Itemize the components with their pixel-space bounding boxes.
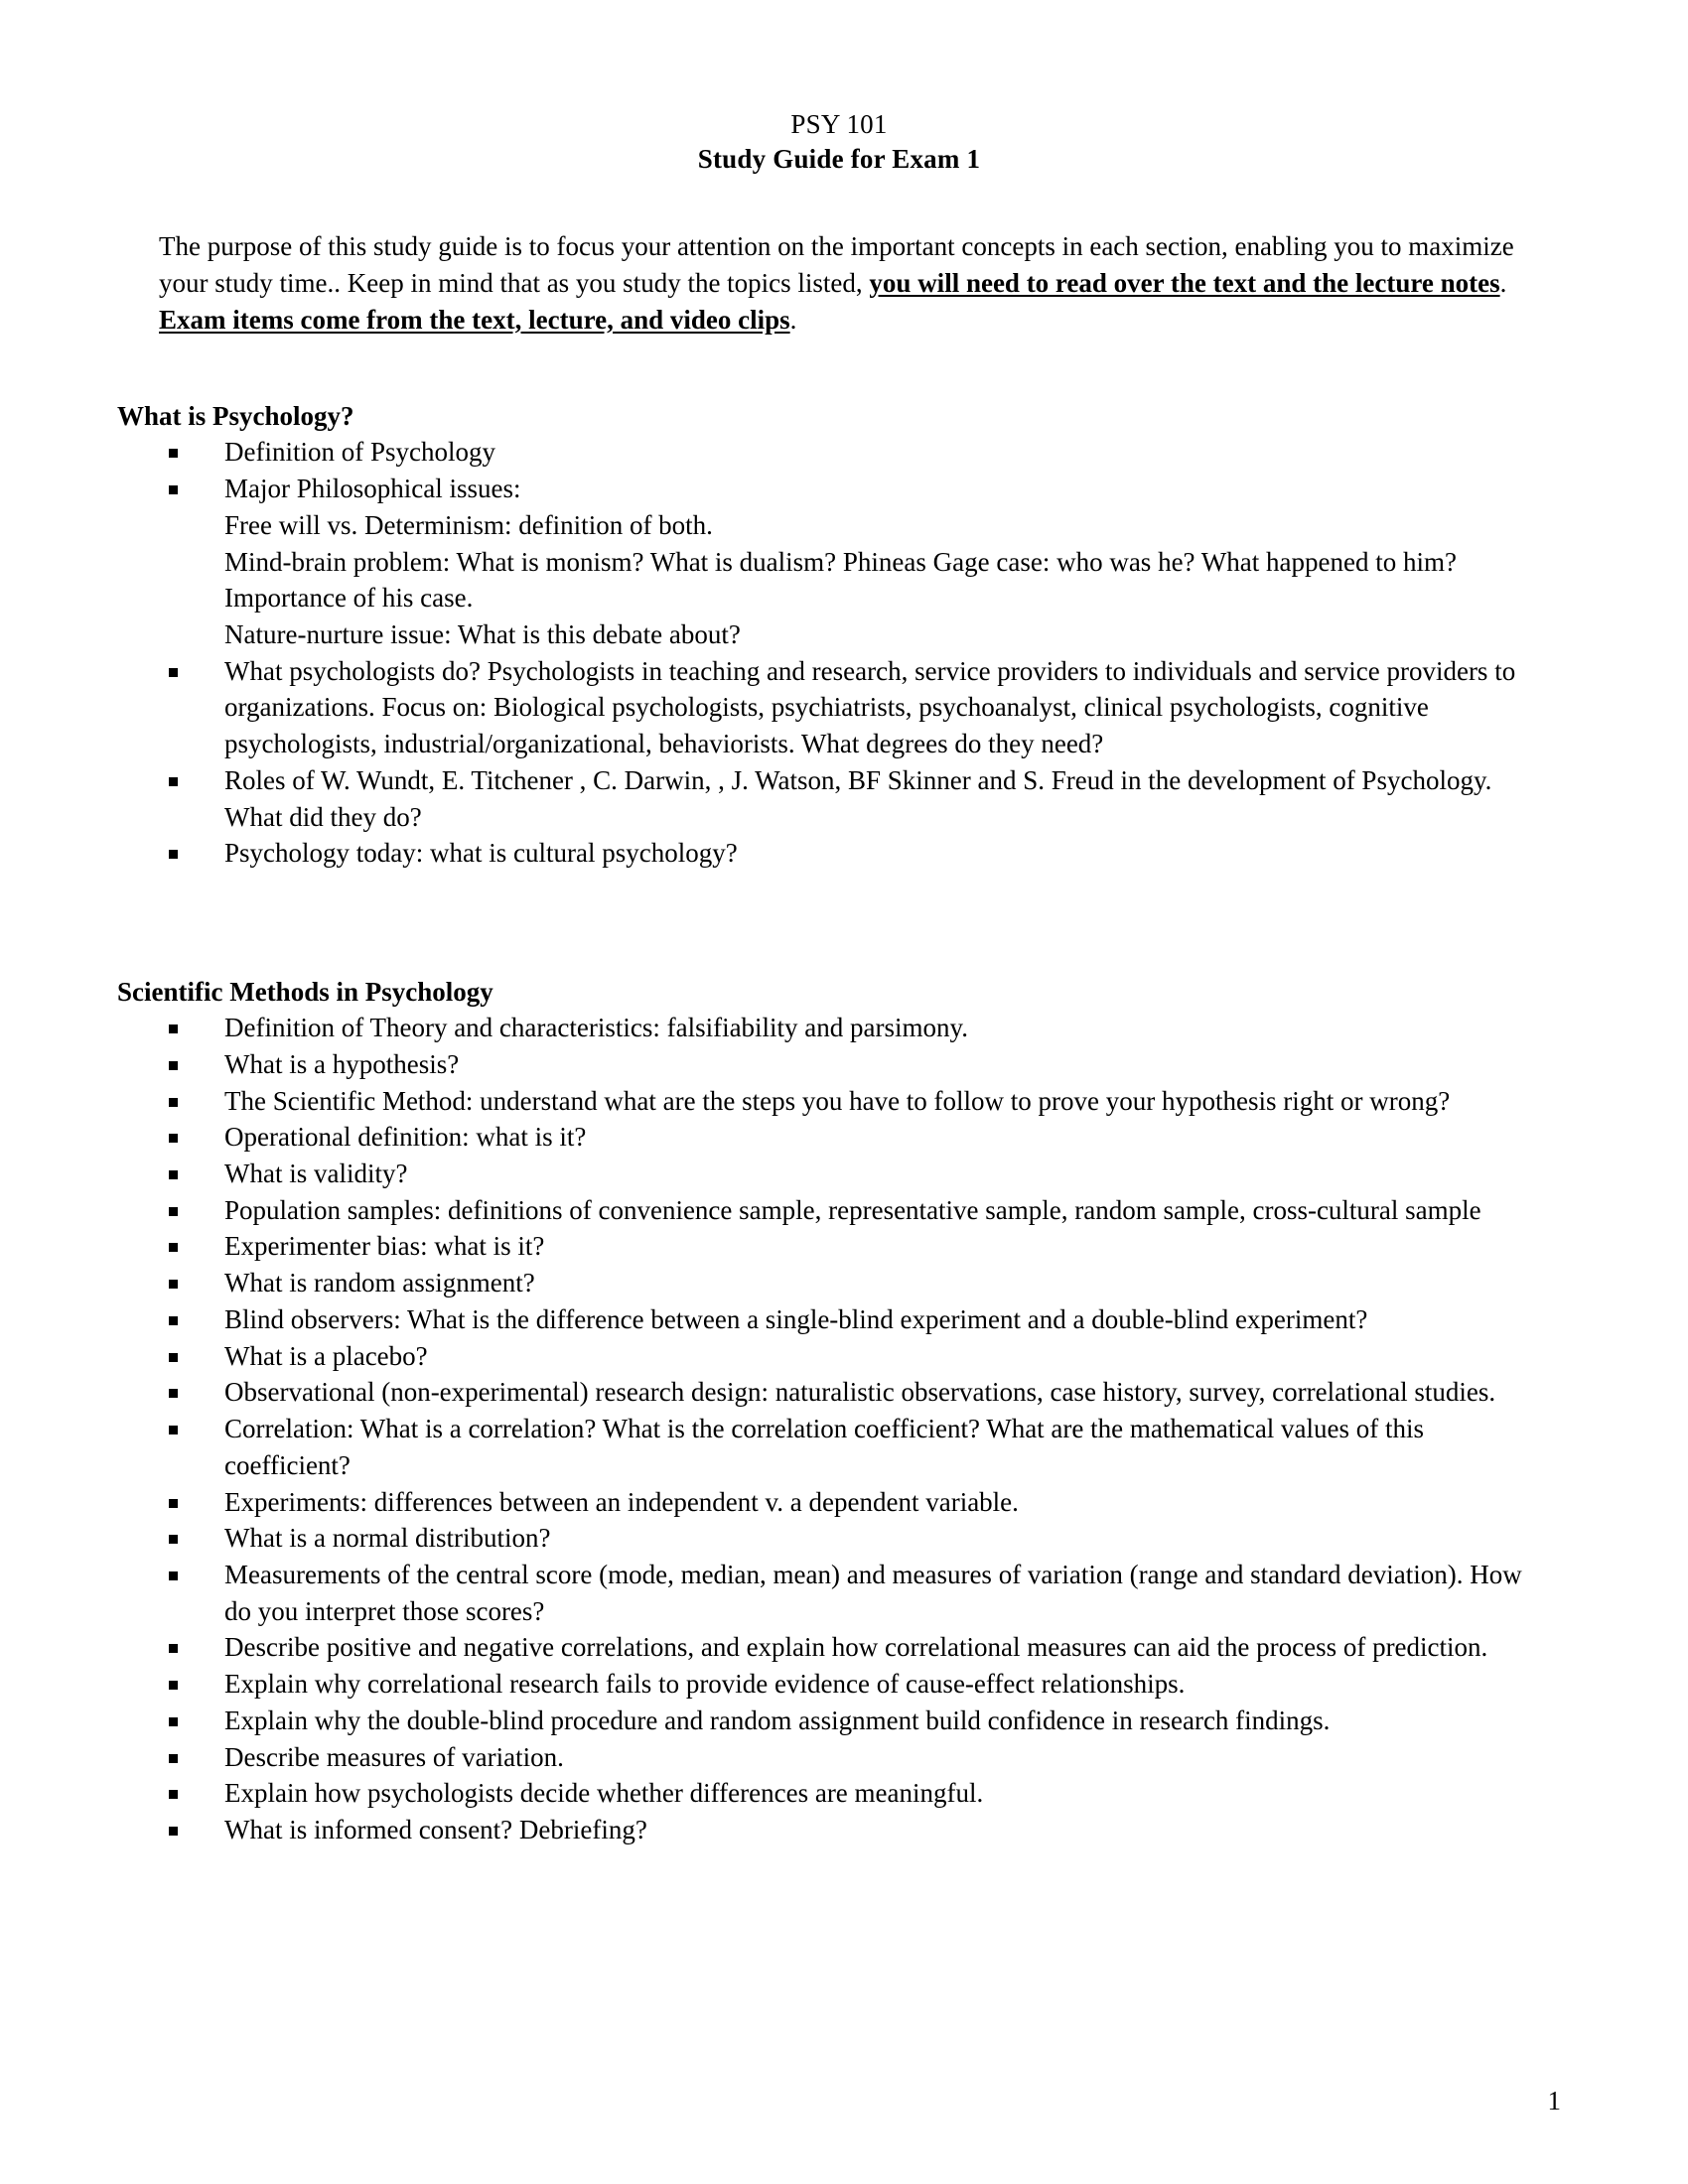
list-item-line: What is random assignment? <box>224 1268 535 1298</box>
list-item-line: What is validity? <box>224 1159 408 1189</box>
list-item-line: What psychologists do? Psychologists in teaching and research, service providers to individuals and service providers to organizations. Focus on: Biological psychologists, psychiatrists, psychoanalyst, clinical psychologists, cognitive psychologists, industrial/organizational, behaviorists. What degrees do they need? <box>224 655 1516 759</box>
bullet-list <box>117 1010 1561 1848</box>
list-item-line: Measurements of the central score (mode, median, mean) and measures of variation (range and standard deviation). How do you interpret those scores? <box>224 1559 1522 1626</box>
list-item-line: Experimenter bias: what is it? <box>224 1231 545 1262</box>
list-item <box>117 1666 1561 1703</box>
list-item <box>117 1083 1561 1120</box>
list-item-line: The Scientific Method: understand what are the steps you have to follow to prove your hypothesis right or wrong? <box>224 1085 1451 1116</box>
list-item-line: Observational (non-experimental) research design: naturalistic observations, case history, survey, correlational studies. <box>224 1377 1496 1408</box>
list-item <box>117 1192 1561 1229</box>
intro-emphasis-2: Exam items come from the text, lecture, and video clips <box>159 304 790 335</box>
page-title: Study Guide for Exam 1 <box>697 144 981 175</box>
bullet-list <box>117 434 1561 872</box>
list-item-line: What is a hypothesis? <box>224 1048 460 1079</box>
intro-paragraph <box>117 228 1561 338</box>
list-item-line: Experiments: differences between an independent v. a dependent variable. <box>224 1486 1019 1517</box>
list-item <box>117 835 1561 872</box>
list-item <box>117 1338 1561 1375</box>
list-item-line: Roles of W. Wundt, E. Titchener , C. Darwin, , J. Watson, BF Skinner and S. Freud in the development of Psychology. What did they do? <box>224 764 1492 832</box>
list-item <box>117 1557 1561 1629</box>
section-heading: Scientific Methods in Psychology <box>117 977 493 1008</box>
list-item-line: What is a placebo? <box>224 1340 428 1371</box>
list-item-line: Explain why correlational research fails to provide evidence of cause-effect relationships. <box>224 1669 1186 1700</box>
section-spacer <box>117 872 1561 915</box>
list-item <box>117 1301 1561 1338</box>
list-item-line: Operational definition: what is it? <box>224 1122 587 1153</box>
list-item <box>117 653 1561 762</box>
list-item-line: Blind observers: What is the difference between a single-blind experiment and a double-blind experiment? <box>224 1303 1368 1334</box>
list-item-line: Describe measures of variation. <box>224 1741 564 1772</box>
list-item <box>117 1156 1561 1192</box>
list-item-line: Correlation: What is a correlation? What is the correlation coefficient? What are the mathematical values of this coefficient? <box>224 1414 1425 1480</box>
list-item-line: Population samples: definitions of convenience sample, representative sample, random sample, cross-cultural sample <box>224 1194 1481 1225</box>
list-item-line: Psychology today: what is cultural psychology? <box>224 838 738 869</box>
course-code: PSY 101 <box>790 109 888 139</box>
list-item-line: Explain why the double-blind procedure and random assignment build confidence in research findings. <box>224 1705 1331 1735</box>
page-number: 1 <box>1547 2086 1561 2116</box>
list-item-line: Describe positive and negative correlations, and explain how correlational measures can aid the process of prediction. <box>224 1632 1488 1663</box>
intro-text-end: . <box>789 304 797 335</box>
list-item <box>117 1265 1561 1301</box>
list-item <box>117 762 1561 835</box>
list-item-subline: Nature-nurture issue: What is this debate about? <box>224 619 741 650</box>
list-item <box>117 1520 1561 1557</box>
list-item <box>117 1629 1561 1666</box>
list-item-line: Definition of Psychology <box>224 437 495 468</box>
list-item-subline: Mind-brain problem: What is monism? What is dualism? Phineas Gage case: who was he? What happened to him? Importance of his case. <box>224 546 1457 614</box>
section-heading: What is Psychology? <box>117 401 354 432</box>
list-item <box>117 1703 1561 1739</box>
list-item-subline: Free will vs. Determinism: definition of both. <box>224 509 713 540</box>
list-item <box>117 1739 1561 1776</box>
list-item-line: What is a normal distribution? <box>224 1523 551 1554</box>
intro-text-part-1: The purpose of this study guide is to focus your attention on the important concepts in each section, enabling you to maximize your study time.. Keep in mind that as you study the topics listed, <box>159 231 1514 298</box>
list-item-line: Definition of Theory and characteristics: falsifiability and parsimony. <box>224 1013 969 1043</box>
intro-separator: . <box>1499 267 1507 298</box>
list-item <box>117 1812 1561 1848</box>
list-item-line: What is informed consent? Debriefing? <box>224 1814 647 1844</box>
list-item <box>117 1374 1561 1411</box>
list-item <box>117 471 1561 653</box>
list-item-line: Major Philosophical issues: <box>224 474 521 504</box>
list-item <box>117 1119 1561 1156</box>
list-item <box>117 1046 1561 1083</box>
list-item <box>117 1411 1561 1483</box>
list-item <box>117 434 1561 471</box>
list-item-line: Explain how psychologists decide whether differences are meaningful. <box>224 1778 984 1809</box>
list-item <box>117 1010 1561 1046</box>
list-item <box>117 1228 1561 1265</box>
list-item <box>117 1484 1561 1521</box>
list-item <box>117 1775 1561 1812</box>
section-scientific-methods <box>117 975 1561 1848</box>
document-title-block <box>117 107 1561 177</box>
intro-emphasis-1: you will need to read over the text and the lecture notes <box>869 267 1500 298</box>
section-what-is-psychology <box>117 399 1561 872</box>
